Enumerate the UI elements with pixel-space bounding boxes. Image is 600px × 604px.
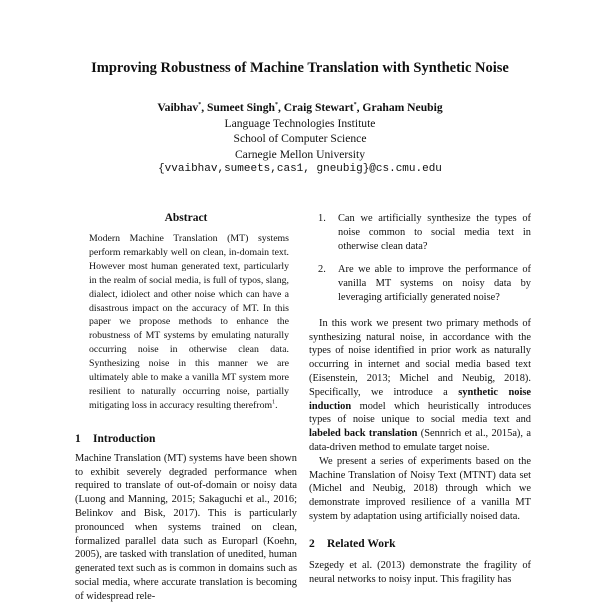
text-run: In this work we present two primary methods of synthesizing natural noise, in accordance with the types of noise identified in prior work as naturally occurring in internet and social media based text (Eisenstein, 2013; Michel and Neubig, 2018). Specifically, we introduce a: [309, 317, 531, 398]
list-number: 2.: [318, 264, 326, 276]
list-number: 1.: [318, 213, 326, 224]
list-text: Can we artificially synthesize the types of noise common to social media text in otherwise clean data?: [338, 213, 531, 252]
author-emails: {vvaibhav,sumeets,cas1, gneubig}@cs.cmu.edu: [158, 163, 442, 175]
text-run: (Sennrich et al., 2015a), a data-driven method to emulate target noise.: [309, 428, 531, 453]
list-item: [309, 263, 531, 304]
work-paragraph: [309, 317, 531, 455]
text-run: model which heuristically introduces types of noise unique to social media text and: [309, 400, 531, 426]
author-name: Graham Neubig: [362, 101, 443, 114]
list-text: Are we able to improve the performance of vanilla MT systems on noisy data by leveraging artificially generated noise?: [338, 264, 531, 303]
author-separator: ,: [201, 101, 207, 114]
research-questions: [309, 212, 531, 305]
affiliation-school: School of Computer Science: [233, 132, 367, 145]
author-mark: *: [198, 102, 202, 109]
right-column: [309, 212, 531, 586]
author-block: [0, 100, 600, 178]
list-item: [309, 212, 531, 253]
author-mark: *: [274, 102, 278, 109]
author-name: Craig Stewart: [283, 101, 354, 114]
introduction-paragraph: Machine Translation (MT) systems have been shown to exhibit severely degraded performance when required to translate of out-of-domain or noisy data (Luong and Manning, 2015; Sakaguchi et al., 2016; Belinkov and Bisk, 2017). This is particularly pronounced when systems trained on clean, formalized parallel data such as Europarl (Koehn, 2005), are tasked with translation of unedited, human generated text such as is common in domains such as social media, where accurate translation is becoming of widespread rele-: [75, 452, 297, 602]
paper-title: Improving Robustness of Machine Translation with Synthetic Noise: [91, 60, 509, 76]
experiments-paragraph: We present a series of experiments based on the Machine Translation of Noisy Text (MTNT) data set (Michel and Neubig, 2018) through which we demonstrate improved resilience of a vanilla MT system by adaptation using artificially noised data.: [309, 455, 531, 522]
left-column: [75, 212, 297, 604]
author-separator: ,: [277, 101, 284, 114]
author-names: [0, 100, 600, 116]
author-name: Sumeet Singh: [206, 101, 275, 114]
emphasis-term: synthetic noise induction: [309, 386, 531, 412]
related-work-paragraph: Szegedy et al. (2013) demonstrate the fragility of neural networks to noisy input. This fragility has: [309, 559, 531, 585]
section-title: Introduction: [93, 432, 156, 445]
abstract-heading: Abstract: [164, 212, 208, 224]
emphasis-term: labeled back translation: [309, 428, 418, 440]
author-mark: *: [353, 102, 357, 109]
abstract-text: [89, 232, 289, 413]
abstract-period: .: [275, 399, 278, 411]
section-number: 2: [309, 537, 315, 550]
affiliation-university: Carnegie Mellon University: [234, 147, 366, 161]
section-heading-introduction: [75, 433, 297, 445]
footnote-marker: 1: [272, 399, 276, 406]
section-number: 1: [75, 432, 81, 445]
section-title: Related Work: [327, 537, 396, 550]
author-separator: ,: [356, 101, 363, 114]
author-name: Vaibhav: [157, 101, 199, 114]
affiliation-institute: Language Technologies Institute: [224, 116, 376, 130]
abstract-body: Modern Machine Translation (MT) systems perform remarkably well on clean, in-domain text. However most human generated text, particularly in the realm of social media, is full of typos, slang, dialect, idiolect and other noise which can have a disastrous impact on the accuracy of MT. In this paper we propose methods to enhance the robustness of MT systems by emulating naturally occurring noise in otherwise clean data. Synthesizing noise in this manner we are ultimately able to make a vanilla MT system more resilient to naturally occurring noise, partially mitigating loss in accuracy resulting therefrom: [89, 233, 289, 411]
section-heading-related-work: [309, 538, 531, 550]
